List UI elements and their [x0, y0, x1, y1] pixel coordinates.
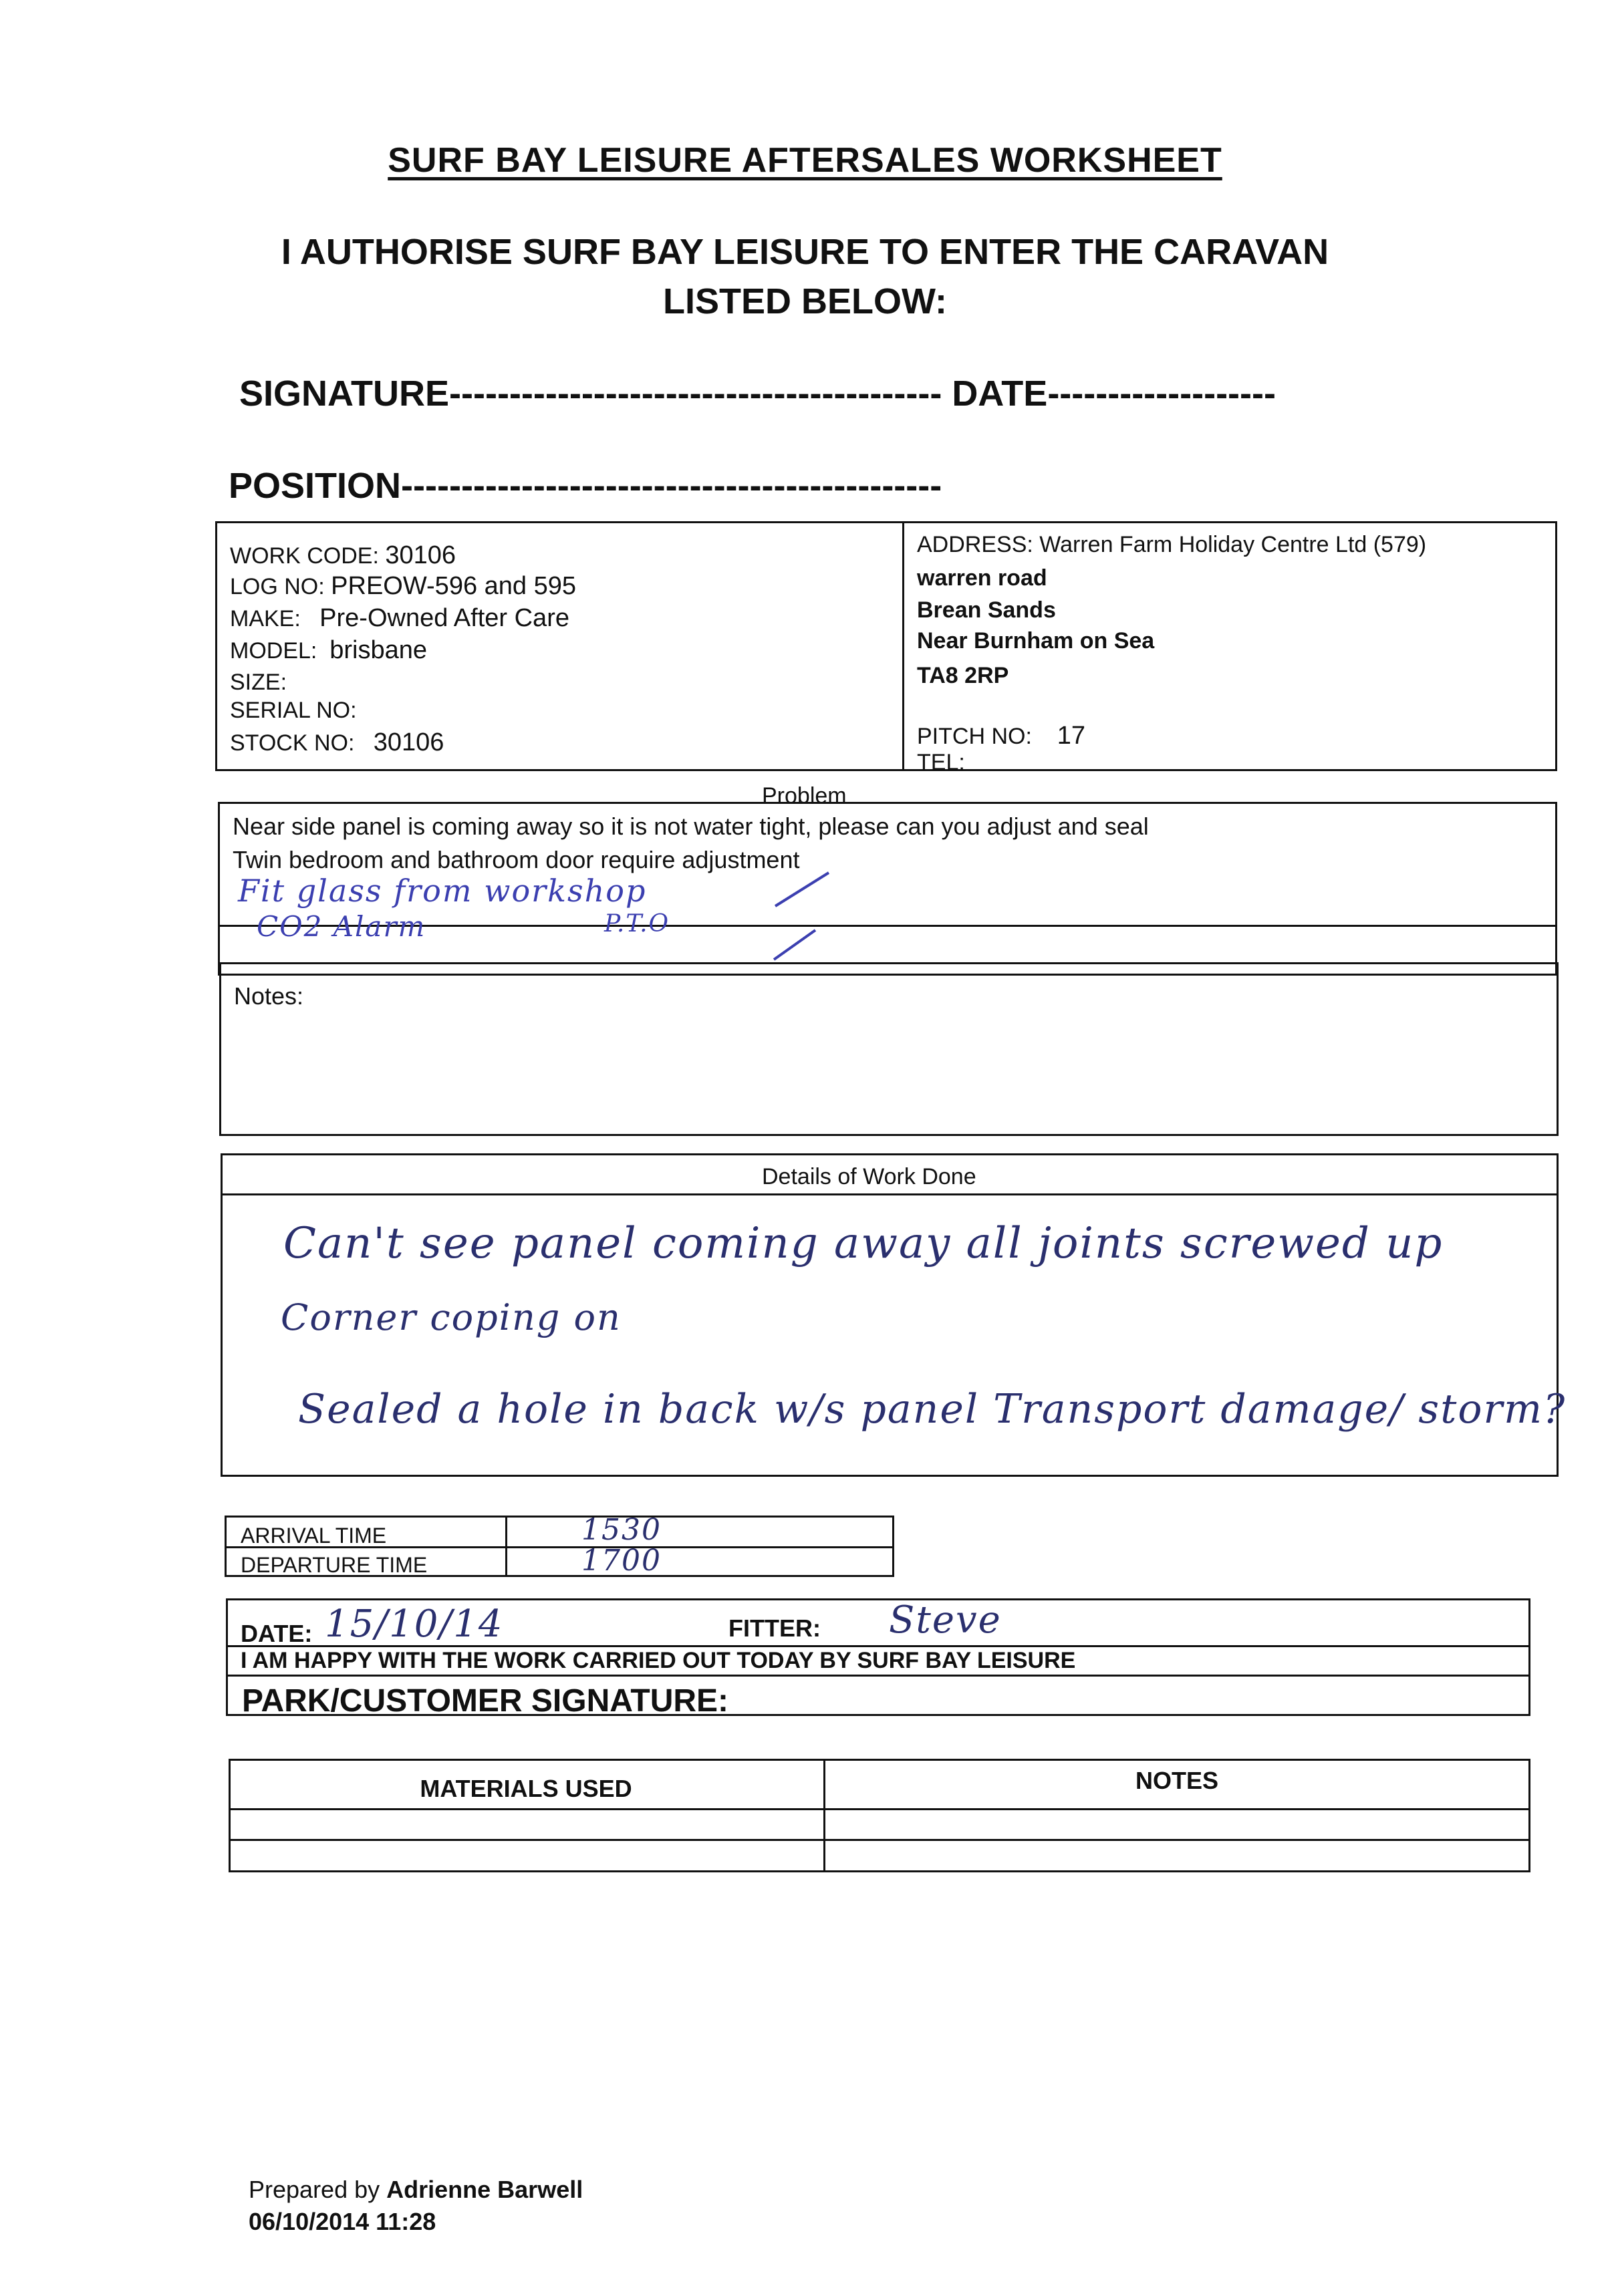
materials-row-divider-2 — [229, 1839, 1530, 1841]
worksheet-title: SURF BAY LEISURE AFTERSALES WORKSHEET — [388, 141, 1222, 180]
make-row: MAKE: Pre-Owned After Care — [230, 604, 569, 632]
address-line-1: Warren Farm Holiday Centre Ltd (579) — [1039, 532, 1427, 557]
times-col-divider — [505, 1516, 507, 1577]
log-no-row: LOG NO: PREOW-596 and 595 — [230, 572, 577, 600]
date-label: DATE — [952, 374, 1048, 414]
materials-used-heading: MATERIALS USED — [420, 1775, 632, 1802]
authorisation-signature-line — [239, 373, 1276, 414]
arrival-time-label: ARRIVAL TIME — [241, 1524, 387, 1548]
materials-row-divider-1 — [229, 1808, 1530, 1810]
materials-notes-heading: NOTES — [1135, 1767, 1218, 1794]
signature-label: SIGNATURE — [239, 374, 450, 414]
job-details-divider — [902, 521, 904, 771]
departure-time-value: 1700 — [581, 1544, 662, 1578]
signature-dashes: ----------------------------------------- — [449, 374, 942, 414]
serial-no-label: SERIAL NO: — [230, 698, 357, 723]
fitter-value: Steve — [889, 1598, 1002, 1642]
work-code-row: WORK CODE: 30106 — [230, 541, 456, 569]
problem-handwritten-pto: P.T.O — [604, 910, 670, 938]
notes-label: Notes: — [234, 982, 304, 1010]
work-done-line-2: Corner coping on — [281, 1296, 622, 1338]
make-value: Pre-Owned After Care — [319, 604, 569, 632]
authorisation-line-1: I AUTHORISE SURF BAY LEISURE TO ENTER THE CARAVAN — [281, 232, 1329, 272]
problem-heading: Problem — [762, 783, 847, 809]
prepared-by-name: Adrienne Barwell — [386, 2176, 583, 2203]
pitch-no-row: PITCH NO: 17 — [917, 722, 1085, 750]
problem-handwritten-1: Fit glass from workshop — [238, 873, 647, 909]
happy-statement: I AM HAPPY WITH THE WORK CARRIED OUT TODAY BY SURF BAY LEISURE — [241, 1648, 1076, 1673]
work-done-divider — [221, 1193, 1559, 1195]
signoff-date-label: DATE: — [241, 1620, 313, 1647]
signoff-date-value: 15/10/14 — [325, 1602, 504, 1646]
fitter-label: FITTER: — [728, 1614, 821, 1642]
prepared-by-line: Prepared by Adrienne Barwell — [249, 2176, 583, 2203]
tick-mark-icon — [769, 866, 835, 966]
tel-label: TEL: — [917, 750, 965, 775]
address-postcode: TA8 2RP — [917, 663, 1009, 688]
position-label: POSITION — [229, 466, 402, 506]
problem-handwritten-2: CO2 Alarm — [257, 910, 426, 943]
model-value: brisbane — [329, 636, 428, 664]
work-done-line-3: Sealed a hole in back w/s panel Transport damage/ storm? — [298, 1386, 1567, 1433]
pitch-no-value: 17 — [1057, 722, 1085, 750]
size-label: SIZE: — [230, 670, 287, 695]
work-code-value: 30106 — [385, 541, 456, 569]
customer-signature-label: PARK/CUSTOMER SIGNATURE: — [242, 1683, 729, 1719]
notes-box — [219, 962, 1559, 1136]
address-line-2: warren road — [917, 565, 1047, 591]
work-done-line-1: Can't see panel coming away all joints screwed up — [283, 1219, 1444, 1268]
signoff-divider-2 — [226, 1675, 1530, 1677]
position-dashes: --------------------------------------------- — [401, 466, 942, 506]
work-done-heading: Details of Work Done — [762, 1164, 976, 1189]
address-line-3: Brean Sands — [917, 597, 1056, 623]
address-line-4: Near Burnham on Sea — [917, 628, 1155, 654]
authorisation-line-2: LISTED BELOW: — [663, 281, 947, 321]
authorisation-statement — [0, 227, 1610, 326]
problem-line-2: Twin bedroom and bathroom door require adjustment — [233, 846, 800, 873]
model-row: MODEL: brisbane — [230, 636, 428, 664]
address-row: ADDRESS: Warren Farm Holiday Centre Ltd (579) — [917, 532, 1427, 557]
departure-time-label: DEPARTURE TIME — [241, 1553, 428, 1577]
position-line — [229, 465, 942, 507]
problem-line-1: Near side panel is coming away so it is not water tight, please can you adjust and seal — [233, 813, 1149, 840]
stock-no-row: STOCK NO: 30106 — [230, 728, 444, 756]
log-no-value: PREOW-596 and 595 — [331, 572, 577, 600]
prepared-datetime: 06/10/2014 11:28 — [249, 2208, 436, 2235]
stock-no-value: 30106 — [373, 728, 444, 756]
date-dashes: ------------------- — [1047, 374, 1276, 414]
arrival-time-value: 1530 — [581, 1513, 662, 1547]
